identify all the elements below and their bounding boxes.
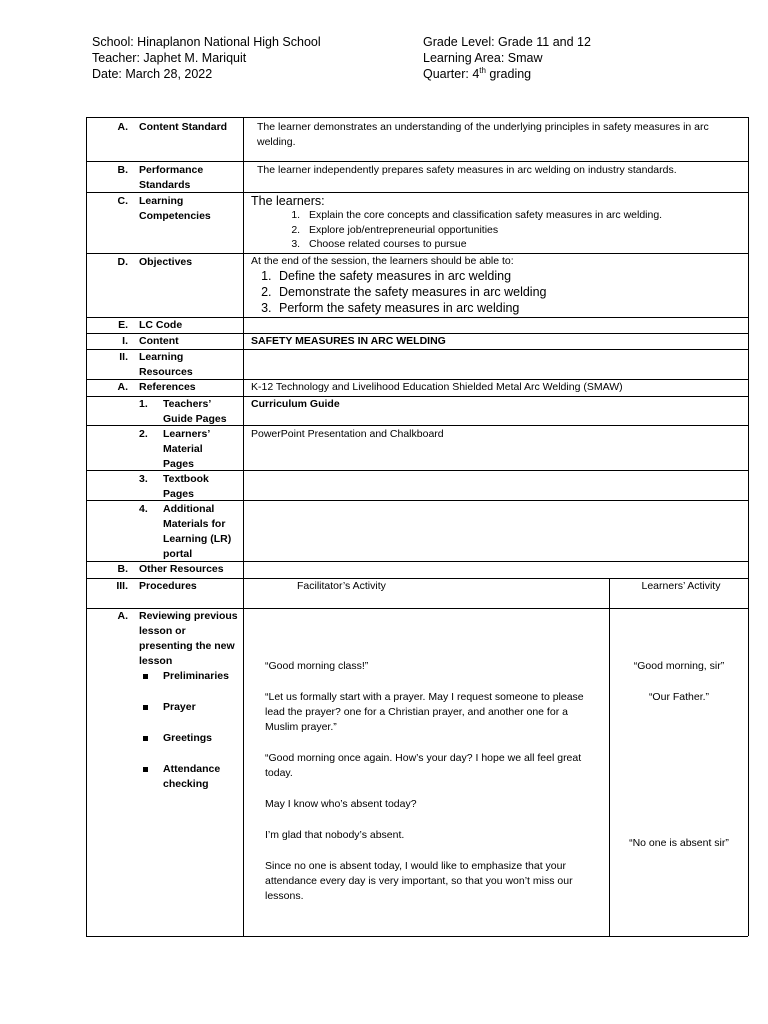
- facilitator-line: May I know who’s absent today?: [265, 798, 417, 810]
- ref-number: 1.: [139, 398, 148, 410]
- row-letter: C.: [117, 195, 128, 207]
- ref-label: Teachers’ Guide Pages: [163, 398, 227, 425]
- objectives-list: [251, 268, 746, 316]
- row-letter: B.: [117, 164, 128, 176]
- row-label: Other Resources: [139, 563, 224, 575]
- list-item: Greetings: [139, 731, 239, 746]
- ref-number: 4.: [139, 503, 148, 515]
- row-letter: D.: [117, 256, 128, 268]
- competencies-intro: The learners:: [251, 194, 325, 208]
- learner-response: “Good morning, sir”: [633, 660, 725, 672]
- ref-label: Textbook Pages: [163, 473, 209, 500]
- facilitator-line: I’m glad that nobody’s absent.: [265, 829, 405, 841]
- list-item: 3. Perform the safety measures in arc welding: [275, 300, 746, 316]
- list-item: Attendance checking: [139, 762, 239, 792]
- row-label: Learning Competencies: [139, 195, 211, 222]
- row-label: References: [139, 381, 196, 393]
- list-item: Prayer: [139, 700, 239, 715]
- list-item: 1. Define the safety measures in arc welding: [275, 268, 746, 284]
- facilitator-line: “Good morning class!”: [265, 660, 369, 672]
- header-right: [423, 34, 591, 82]
- lesson-date: Date: March 28, 2022: [92, 67, 213, 81]
- ref-label: Learners’ Material Pages: [163, 428, 210, 470]
- header-left: [92, 34, 321, 82]
- learning-area: Learning Area: Smaw: [423, 51, 543, 65]
- row-label: Reviewing previous lesson or presenting the new lesson: [139, 610, 238, 667]
- teacher-name: Teacher: Japhet M. Mariquit: [92, 51, 247, 65]
- row-label: Content: [139, 335, 179, 347]
- row-letter: II.: [119, 351, 128, 363]
- ref-number: 3.: [139, 473, 148, 485]
- references-text: K-12 Technology and Livelihood Education Shielded Metal Arc Welding (SMAW): [251, 381, 623, 393]
- facilitator-line: “Let us formally start with a prayer. May I request someone to please lead the prayer? one for a Christian prayer, and another one for a Muslim prayer.”: [265, 691, 584, 733]
- preliminaries-list: [139, 669, 239, 792]
- ref-number: 2.: [139, 428, 148, 440]
- learner-response: “Our Father.”: [648, 691, 710, 703]
- row-letter: E.: [118, 319, 128, 331]
- row-letter: B.: [117, 563, 128, 575]
- row-label: LC Code: [139, 319, 183, 331]
- learners-activity-header: Learners’ Activity: [641, 580, 721, 592]
- list-item: Preliminaries: [139, 669, 239, 684]
- learner-response: “No one is absent sir”: [629, 837, 729, 849]
- competencies-list: [251, 208, 746, 252]
- row-label: Content Standard: [139, 121, 228, 133]
- row-label: Objectives: [139, 256, 193, 268]
- row-letter: III.: [116, 580, 128, 592]
- facilitator-line: “Good morning once again. How’s your day? I hope we all feel great today.: [265, 752, 582, 779]
- list-item: 3. Choose related courses to pursue: [303, 237, 746, 252]
- row-label: Procedures: [139, 580, 197, 592]
- row-letter: A.: [117, 381, 128, 393]
- content-title: SAFETY MEASURES IN ARC WELDING: [251, 335, 446, 347]
- list-item: 1. Explain the core concepts and classification safety measures in arc welding.: [303, 208, 746, 223]
- row-label: Performance Standards: [139, 164, 204, 191]
- school-name: School: Hinaplanon National High School: [92, 35, 321, 49]
- row-letter: A.: [117, 610, 128, 622]
- ref-value: PowerPoint Presentation and Chalkboard: [251, 428, 444, 440]
- ref-label: Additional Materials for Learning (LR) portal: [163, 503, 232, 560]
- row-letter: I.: [122, 335, 128, 347]
- list-item: 2. Demonstrate the safety measures in arc welding: [275, 284, 746, 300]
- performance-standards-text: The learner independently prepares safety measures in arc welding on industry standards.: [257, 164, 677, 176]
- facilitator-line: Since no one is absent today, I would like to emphasize that your attendance every day is very important, so that you won’t miss our lessons.: [265, 860, 573, 902]
- grade-level: Grade Level: Grade 11 and 12: [423, 35, 591, 49]
- facilitator-activity-header: Facilitator’s Activity: [297, 580, 386, 592]
- list-item: 2. Explore job/entrepreneurial opportunities: [303, 223, 746, 238]
- objectives-intro: At the end of the session, the learners should be able to:: [251, 255, 514, 267]
- row-label: Learning Resources: [139, 351, 193, 378]
- quarter: Quarter: 4th grading: [423, 65, 532, 81]
- row-letter: A.: [117, 121, 128, 133]
- content-standard-text: The learner demonstrates an understanding of the underlying principles in safety measures in arc welding.: [257, 121, 709, 148]
- ref-value: Curriculum Guide: [251, 398, 340, 410]
